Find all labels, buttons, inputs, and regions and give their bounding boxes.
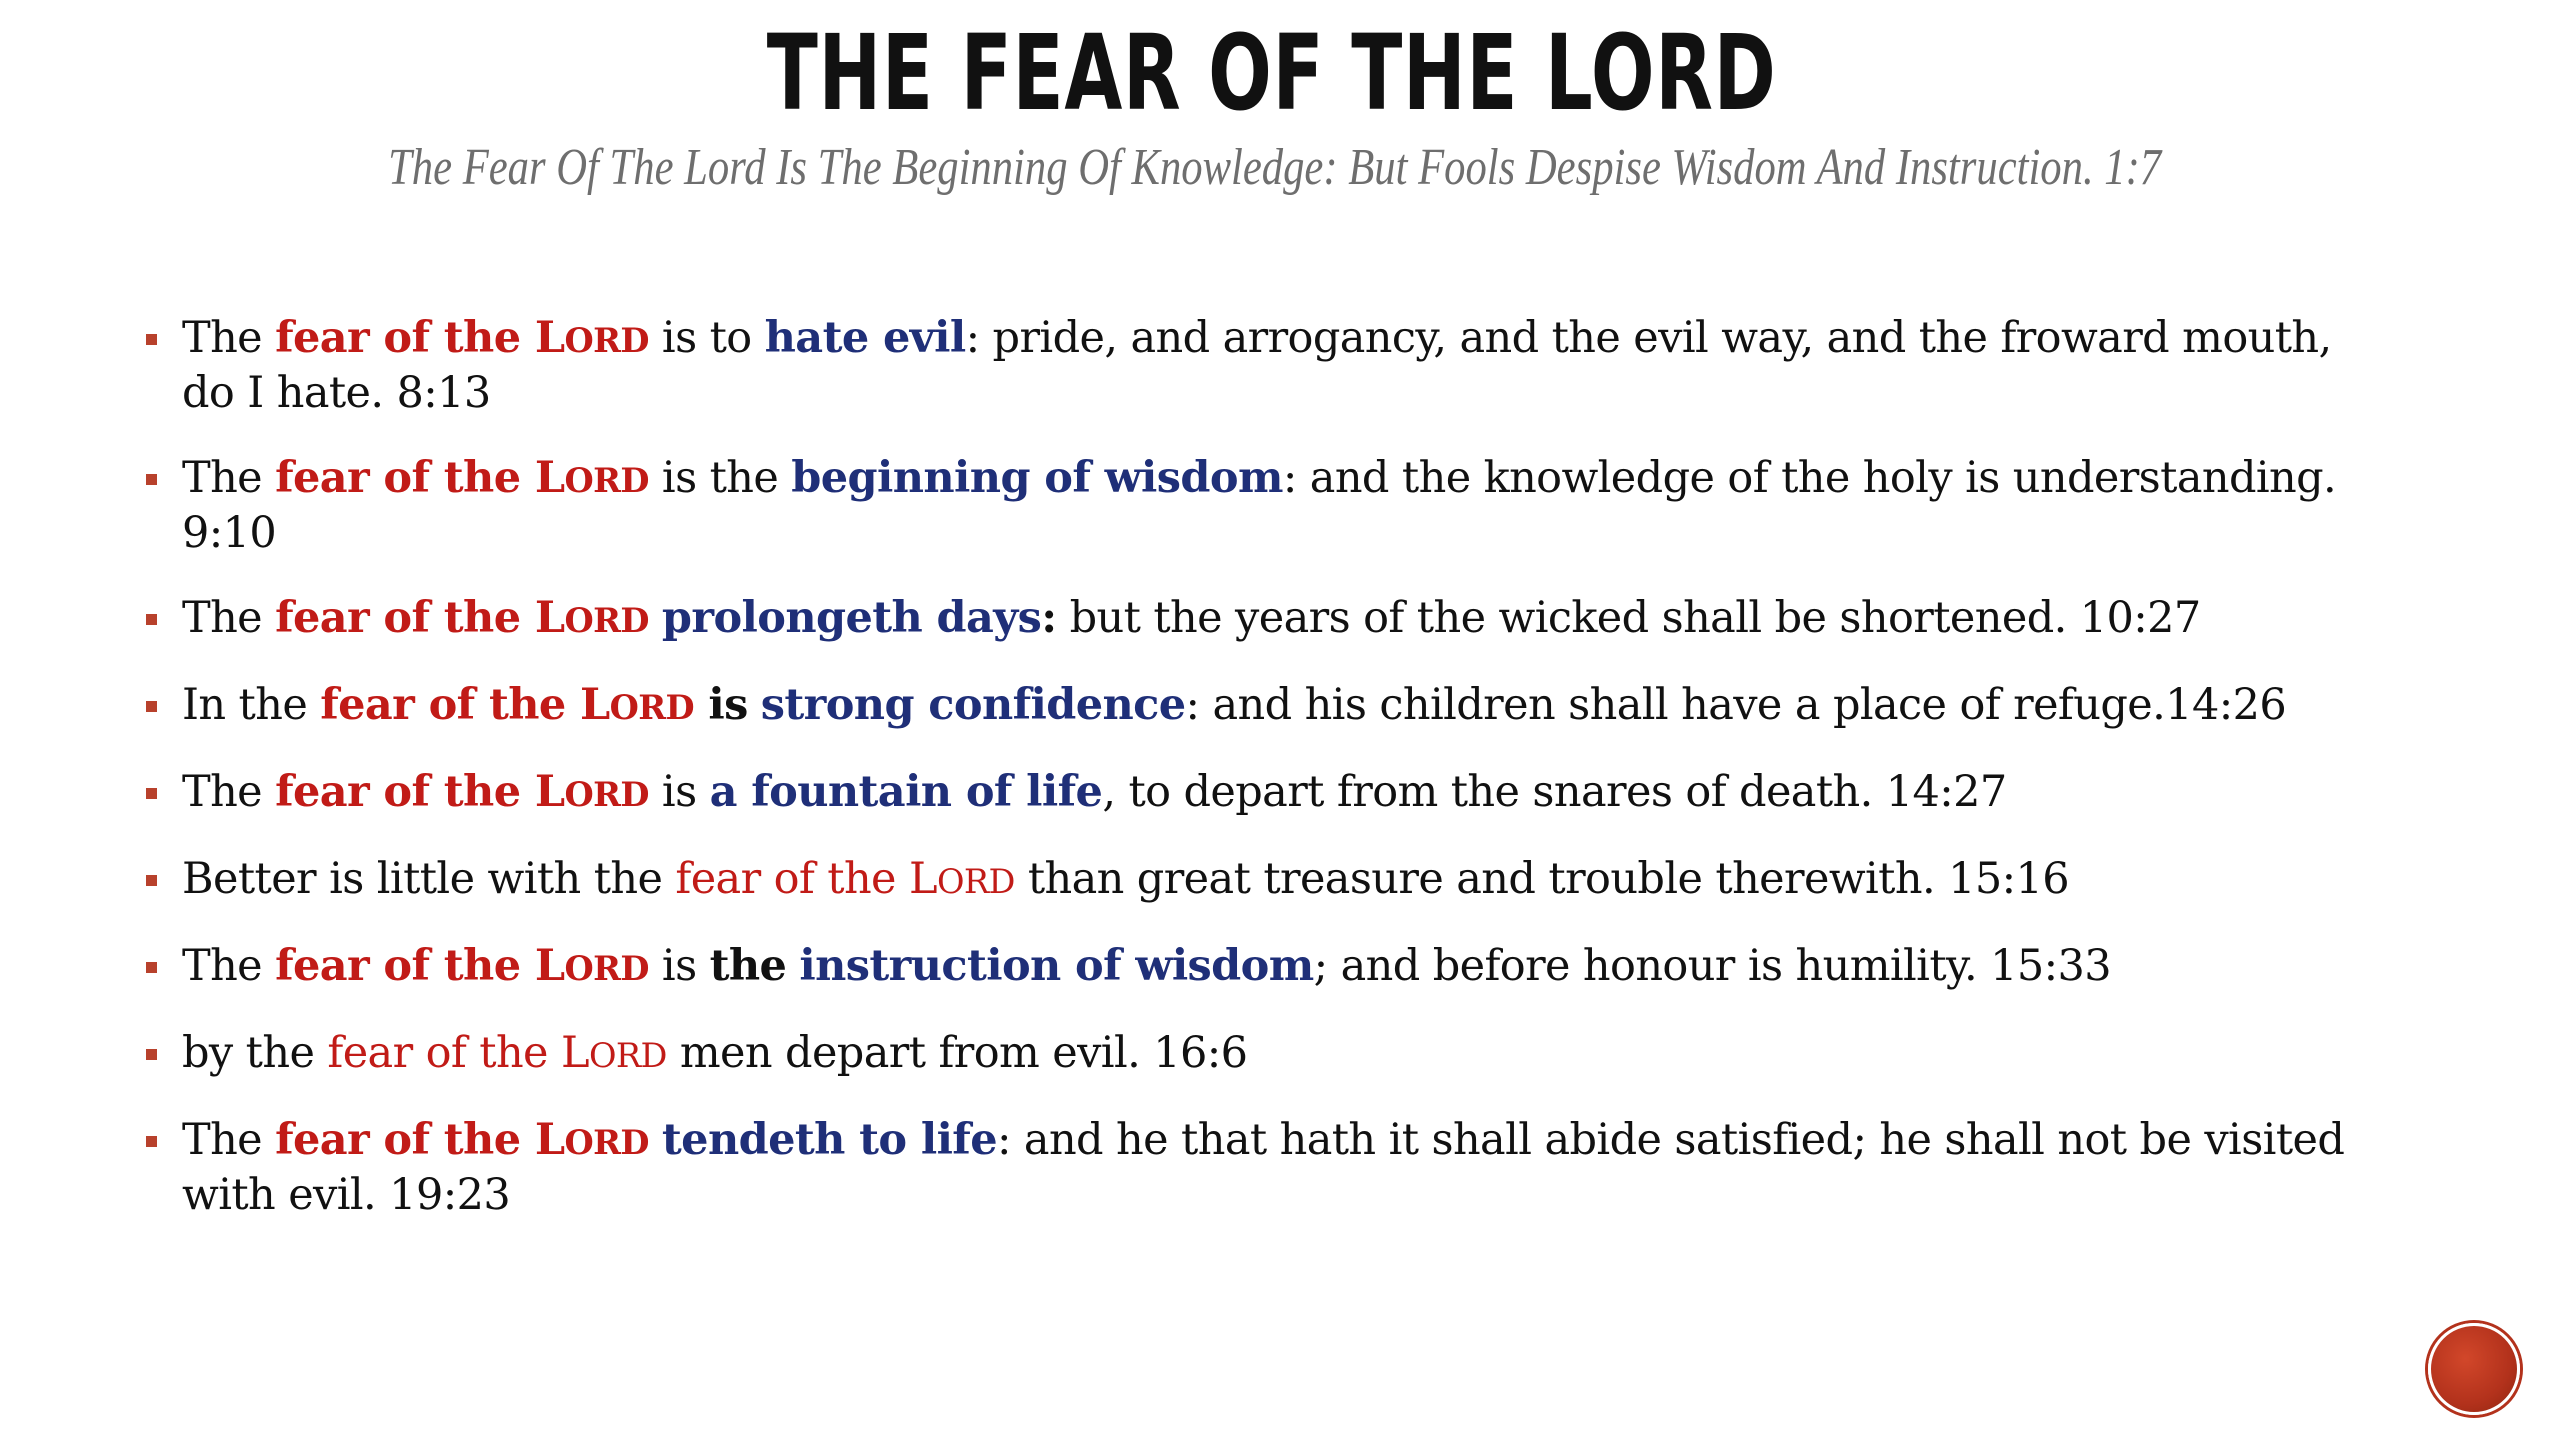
fear-phrase: fear of the LORD [275, 941, 649, 991]
slide-nav-button[interactable] [2428, 1323, 2520, 1415]
fear-phrase: fear of the LORD [320, 680, 694, 730]
verse-item [140, 853, 2380, 908]
key-phrase: a fountain of life [709, 767, 1103, 817]
verse-text: men depart from evil. 16:6 [666, 1028, 1248, 1078]
key-phrase: prolongeth days [661, 593, 1042, 643]
key-phrase: instruction of wisdom [799, 941, 1314, 991]
verse-item [140, 766, 2380, 821]
bullet-marker [146, 701, 157, 712]
verse-text: is to [648, 313, 765, 363]
fear-phrase: fear of the LORD [275, 767, 649, 817]
fear-phrase: fear of the LORD [275, 453, 649, 503]
verse-text: The [182, 941, 276, 991]
verse-text: In the [182, 680, 321, 730]
verse-text [748, 680, 761, 730]
fear-phrase: fear of the LORD [275, 313, 649, 363]
key-phrase: hate evil [764, 313, 966, 363]
verse-item [140, 452, 2380, 560]
verse-text: : pride, and arrogancy, and the evil way, and the froward mouth, do I hate. 8:13 [182, 313, 2332, 418]
bullet-marker [146, 1136, 157, 1147]
key-phrase: beginning of wisdom [791, 453, 1283, 503]
verse-item [140, 312, 2380, 420]
verse-item [140, 592, 2380, 647]
fear-phrase: fear of the LORD [275, 593, 649, 643]
key-phrase: tendeth to life [661, 1115, 997, 1165]
verse-text: is [648, 767, 710, 817]
verse-item [140, 1114, 2380, 1222]
verse-text: The [182, 453, 276, 503]
verse-text: Better is little with the [182, 854, 676, 904]
verse-text [649, 593, 662, 643]
verse-text: : and the knowledge of the holy is understanding. 9:10 [182, 453, 2337, 558]
verse-text [786, 941, 799, 991]
verse-text: The [182, 767, 276, 817]
verse-text: is [648, 941, 710, 991]
fear-phrase: fear of the LORD [675, 854, 1015, 904]
verse-text: the [709, 941, 787, 991]
fear-phrase: fear of the LORD [327, 1028, 667, 1078]
bullet-marker [146, 474, 157, 485]
slide-title: THE FEAR OF THE LORD [766, 12, 1777, 134]
bullet-marker [146, 1049, 157, 1060]
verse-text: : and he that hath it shall abide satisfied; he shall not be visited with evil. 19:23 [182, 1115, 2345, 1220]
key-phrase: strong confidence [760, 680, 1186, 730]
bullet-marker [146, 875, 157, 886]
fear-phrase: fear of the LORD [275, 1115, 649, 1165]
verse-text: but the years of the wicked shall be shortened. 10:27 [1056, 593, 2201, 643]
verse-text [649, 1115, 662, 1165]
bullet-marker [146, 788, 157, 799]
verse-text: by the [182, 1028, 328, 1078]
verse-text: : [1041, 593, 1057, 643]
verse-text: The [182, 593, 276, 643]
verse-item [140, 940, 2380, 995]
verse-text: The [182, 313, 276, 363]
bullet-marker [146, 962, 157, 973]
verse-text: The [182, 1115, 276, 1165]
verse-text: ; and before honour is humility. 15:33 [1313, 941, 2112, 991]
bullet-marker [146, 334, 157, 345]
verse-item [140, 679, 2380, 734]
verse-text: is [694, 680, 748, 730]
verse-text: is the [648, 453, 792, 503]
bullet-marker [146, 614, 157, 625]
verse-text: than great treasure and trouble therewith. 15:16 [1014, 854, 2070, 904]
verse-text: , to depart from the snares of death. 14:27 [1102, 767, 2007, 817]
verse-item [140, 1027, 2380, 1082]
verse-text: : and his children shall have a place of refuge.14:26 [1185, 680, 2287, 730]
verse-list [140, 312, 2380, 1254]
slide-subtitle: The Fear Of The Lord Is The Beginning Of Knowledge: But Fools Despise Wisdom And Instruction. 1:7 [388, 139, 2162, 196]
